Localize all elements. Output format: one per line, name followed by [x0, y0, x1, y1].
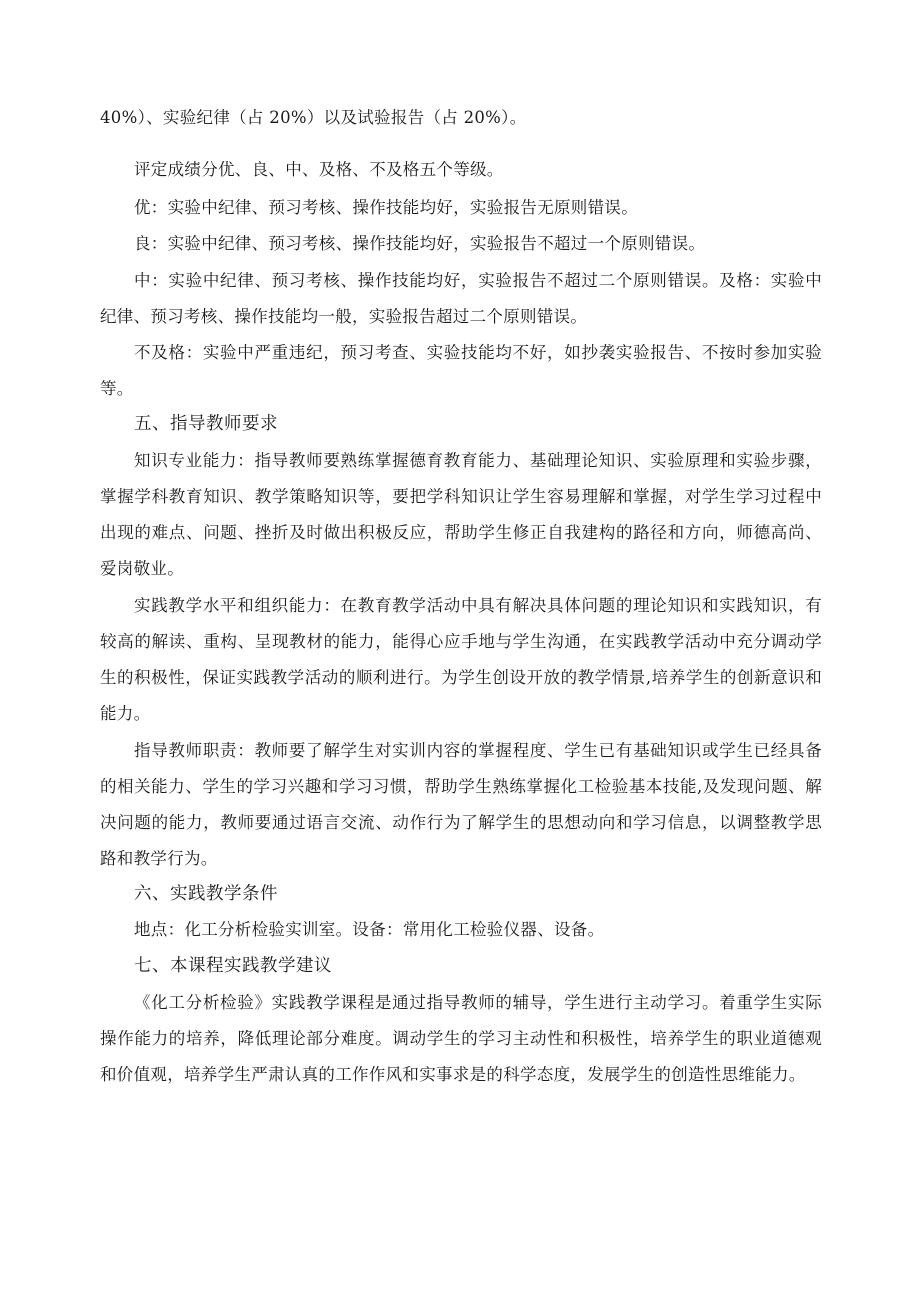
paragraph-grade-medium-pass: 中：实验中纪律、预习考核、操作技能均好，实验报告不超过二个原则错误。及格：实验中纪律、预习考核、操作技能均一般，实验报告超过二个原则错误。 — [100, 271, 822, 326]
section-7-suggestions-paragraph: 《化工分析检验》实践教学课程是通过指导教师的辅导，学生进行主动学习。着重学生实际操作能力的培养，降低理论部分难度。调动学生的学习主动性和积极性，培养学生的职业道德观和价值观，培养学生严肃认真的工作作风和实事求是的科学态度，发展学生的创造性思维能力。 — [100, 993, 822, 1084]
section-7-heading: 七、本课程实践教学建议 — [134, 956, 332, 976]
section-5-knowledge-paragraph: 知识专业能力：指导教师要熟练掌握德育教育能力、基础理论知识、实验原理和实验步骤，掌握学科教育知识、教学策略知识等，要把学科知识让学生容易理解和掌握，对学生学习过程中出现的难点、问题、挫折及时做出积极反应，帮助学生修正自我建构的路径和方向，师德高尚、爱岗敬业。 — [100, 451, 822, 578]
section-5-practice-paragraph: 实践教学水平和组织能力：在教育教学活动中具有解决具体问题的理论知识和实践知识，有较高的解读、重构、呈现教材的能力，能得心应手地与学生沟通，在实践教学活动中充分调动学生的积极性，保证实践教学活动的顺利进行。为学生创设开放的教学情景,培养学生的创新意识和能力。 — [100, 596, 822, 723]
section-5-duties-paragraph: 指导教师职责：教师要了解学生对实训内容的掌握程度、学生已有基础知识或学生已经具备的相关能力、学生的学习兴趣和学习习惯，帮助学生熟练掌握化工检验基本技能,及发现问题、解决问题的能力，教师要通过语言交流、动作行为了解学生的思想动向和学习信息，以调整教学思路和教学行为。 — [100, 741, 822, 868]
paragraph-grade-excellent: 优：实验中纪律、预习考核、操作技能均好，实验报告无原则错误。 — [134, 198, 638, 217]
section-6-heading: 六、实践教学条件 — [134, 884, 278, 904]
section-6-conditions-paragraph: 地点：化工分析检验实训室。设备：常用化工检验仪器、设备。 — [134, 920, 605, 939]
paragraph-grade-good: 良：实验中纪律、预习考核、操作技能均好，实验报告不超过一个原则错误。 — [134, 234, 706, 253]
paragraph-grade-levels: 评定成绩分优、良、中、及格、不及格五个等级。 — [134, 160, 504, 179]
section-5-heading: 五、指导教师要求 — [134, 414, 278, 434]
paragraph-grade-fail: 不及格：实验中严重违纪，预习考查、实验技能均不好，如抄袭实验报告、不按时参加实验等。 — [100, 343, 822, 398]
paragraph-assessment-weights: 40%）、实验纪律（占 20%）以及试验报告（占 20%）。 — [100, 108, 527, 127]
